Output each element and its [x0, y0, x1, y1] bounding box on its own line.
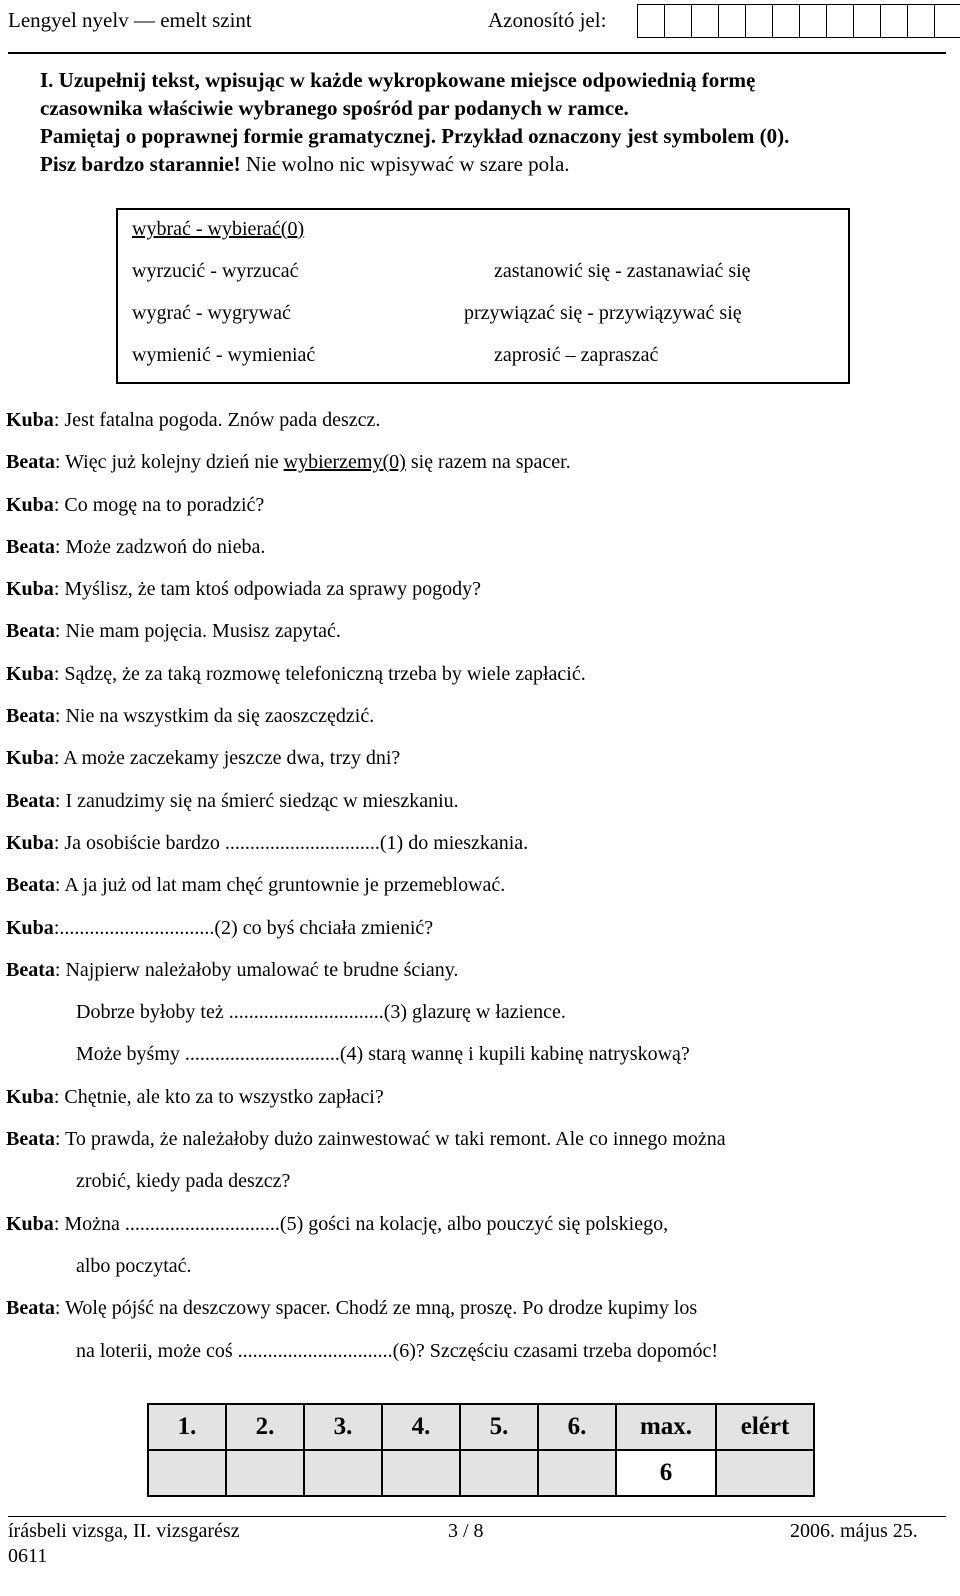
header-rule [8, 52, 946, 54]
score-cell [460, 1450, 538, 1496]
id-box [799, 4, 827, 38]
speaker-name: Beata [6, 789, 55, 812]
dialogue-text: : Chętnie, ale kto za to wszystko zapłaci? [53, 1085, 384, 1108]
dialogue-line [6, 996, 946, 1038]
footer-exam-part: írásbeli vizsga, II. vizsgarész [8, 1520, 240, 1542]
dialogue-line [6, 1250, 946, 1292]
score-cell [148, 1450, 226, 1496]
speaker-name: Beata [6, 1128, 55, 1151]
choice-left-3: wymienić - wymieniać [132, 344, 316, 366]
speaker-name: Beata [6, 958, 55, 981]
score-table [147, 1403, 815, 1497]
dialogue-text: : Co mogę na to poradzić? [53, 493, 265, 516]
dialogue-text: : To prawda, że należałoby dużo zainwestować w taki remont. Ale co innego można [54, 1128, 726, 1151]
speaker-name: Kuba [6, 409, 54, 431]
choice-right-2: przywiązać się - przywiązywać się [464, 302, 742, 324]
choice-example: wybrać - wybierać(0) [132, 218, 305, 240]
dialogue-line [6, 954, 946, 996]
speaker-name: Kuba [6, 747, 54, 770]
id-box [718, 4, 746, 38]
score-header-cell: 6. [538, 1404, 616, 1450]
speaker-name: Beata [6, 451, 55, 474]
instruction-bold: Pisz bardzo starannie! [40, 152, 241, 176]
score-header-cell: max. [616, 1404, 716, 1450]
dialogue-line [6, 1123, 946, 1165]
dialogue-line [6, 1335, 946, 1377]
speaker-name: Beata [6, 620, 55, 643]
exam-subject: Lengyel nyelv — emelt szint [8, 8, 252, 32]
speaker-name: Beata [6, 705, 55, 728]
task-instructions [40, 66, 942, 178]
choice-right-3: zaprosić – zapraszać [494, 344, 659, 366]
instruction-line: czasownika właściwie wybranego spośród par podanych w ramce. [40, 96, 629, 120]
example-answer: wybierzemy(0) [283, 451, 406, 474]
score-header-cell: 5. [460, 1404, 538, 1450]
dialogue-text: : Sądzę, że za taką rozmowę telefoniczną trzeba by wiele zapłacić. [53, 662, 586, 685]
choice-left-1: wyrzucić - wyrzucać [132, 260, 299, 282]
score-value-row [148, 1450, 814, 1496]
id-box [907, 4, 935, 38]
dialogue-line [6, 615, 946, 657]
verb-choice-box [116, 208, 850, 384]
dialogue-line [6, 1292, 946, 1334]
dialogue-line [6, 573, 946, 615]
dialogue-line [6, 785, 946, 827]
dialogue-text: Dobrze byłoby też ...............................(3) glazurę w łazience. [76, 1001, 566, 1024]
dialogue-text: Może byśmy ...............................(4) starą wannę i kupili kabinę natryskową? [76, 1043, 690, 1066]
dialogue-line [6, 912, 946, 954]
id-box [772, 4, 800, 38]
speaker-name: Kuba [6, 916, 54, 939]
dialogue-text: : Może zadzwoń do nieba. [54, 535, 266, 558]
dialogue-line [6, 827, 946, 869]
dialogue-text: : Jest fatalna pogoda. Znów pada deszcz. [53, 409, 381, 431]
dialogue-text: zrobić, kiedy pada deszcz? [76, 1170, 291, 1193]
choice-right-1: zastanowić się - zastanawiać się [494, 260, 751, 282]
score-header-cell: 3. [304, 1404, 382, 1450]
dialogue-text: się razem na spacer. [405, 451, 571, 474]
achieved-score-cell [716, 1450, 814, 1496]
dialogue-text: : Najpierw należałoby umalować te brudne ściany. [54, 958, 459, 981]
speaker-name: Kuba [6, 1212, 54, 1235]
speaker-name: Kuba [6, 493, 54, 516]
footer-rule [8, 1516, 946, 1517]
score-cell [226, 1450, 304, 1496]
speaker-name: Beata [6, 1297, 55, 1320]
id-boxes [638, 4, 960, 38]
dialogue-text: : Więc już kolejny dzień nie [54, 451, 284, 474]
id-box [691, 4, 719, 38]
dialogue-line [6, 742, 946, 784]
score-header-cell: 4. [382, 1404, 460, 1450]
dialogue-line [6, 1165, 946, 1207]
dialogue-text: : Myślisz, że tam ktoś odpowiada za sprawy pogody? [53, 578, 481, 601]
speaker-name: Kuba [6, 578, 54, 601]
dialogue-text: : Można ...............................(5) gości na kolację, albo pouczyć się polskiego, [53, 1212, 669, 1235]
dialogue-text: : Nie na wszystkim da się zaoszczędzić. [54, 705, 375, 728]
score-header-cell: elért [716, 1404, 814, 1450]
dialogue-text: : Ja osobiście bardzo ...............................(1) do mieszkania. [53, 831, 529, 854]
dialogue-text: :...............................(2) co byś chciała zmienić? [53, 916, 434, 939]
score-header-row [148, 1404, 814, 1450]
score-header-cell: 1. [148, 1404, 226, 1450]
dialogue-text: : I zanudzimy się na śmierć siedząc w mieszkaniu. [54, 789, 459, 812]
id-box [637, 4, 665, 38]
speaker-name: Kuba [6, 1085, 54, 1108]
dialogue-line [6, 700, 946, 742]
id-box [826, 4, 854, 38]
max-score-value: 6 [616, 1450, 716, 1496]
dialogue-text: : Wolę pójść na deszczowy spacer. Chodź ze mną, proszę. Po drodze kupimy los [54, 1297, 698, 1320]
id-box [853, 4, 881, 38]
dialogue-line [6, 1038, 946, 1080]
dialogue-line [6, 1081, 946, 1123]
id-box [745, 4, 773, 38]
score-header-cell: 2. [226, 1404, 304, 1450]
instruction-line [40, 150, 942, 178]
dialogue-line [6, 1208, 946, 1250]
speaker-name: Kuba [6, 831, 54, 854]
score-cell [538, 1450, 616, 1496]
speaker-name: Beata [6, 535, 55, 558]
dialogue-line [6, 658, 946, 700]
instruction-line: I. Uzupełnij tekst, wpisując w każde wykropkowane miejsce odpowiednią formę [40, 68, 756, 92]
dialogue-line [6, 446, 946, 488]
id-box [664, 4, 692, 38]
dialogue-text: : A może zaczekamy jeszcze dwa, trzy dni? [53, 747, 401, 770]
choice-left-2: wygrać - wygrywać [132, 302, 291, 324]
exam-code: 0611 [8, 1545, 48, 1567]
score-cell [304, 1450, 382, 1496]
speaker-name: Beata [6, 874, 55, 897]
dialogue-line [6, 869, 946, 911]
dialogue-text: : A ja już od lat mam chęć gruntownie je przemeblować. [54, 874, 506, 897]
id-box [934, 4, 960, 38]
dialogue-line [6, 531, 946, 573]
instruction-normal: Nie wolno nic wpisywać w szare pola. [240, 152, 570, 176]
speaker-name: Kuba [6, 662, 54, 685]
page-number: 3 / 8 [448, 1520, 484, 1542]
score-cell [382, 1450, 460, 1496]
dialogue [6, 404, 946, 1377]
dialogue-line [6, 489, 946, 531]
dialogue-text: : Nie mam pojęcia. Musisz zapytać. [54, 620, 341, 643]
dialogue-line [6, 404, 946, 446]
dialogue-text: albo poczytać. [76, 1254, 192, 1277]
id-box [880, 4, 908, 38]
id-label: Azonosító jel: [488, 8, 607, 32]
exam-date: 2006. május 25. [790, 1520, 918, 1542]
instruction-line: Pamiętaj o poprawnej formie gramatycznej. Przykład oznaczony jest symbolem (0). [40, 124, 790, 148]
dialogue-text: na loterii, może coś ...............................(6)? Szczęściu czasami trzeba dopomóc! [76, 1339, 719, 1362]
